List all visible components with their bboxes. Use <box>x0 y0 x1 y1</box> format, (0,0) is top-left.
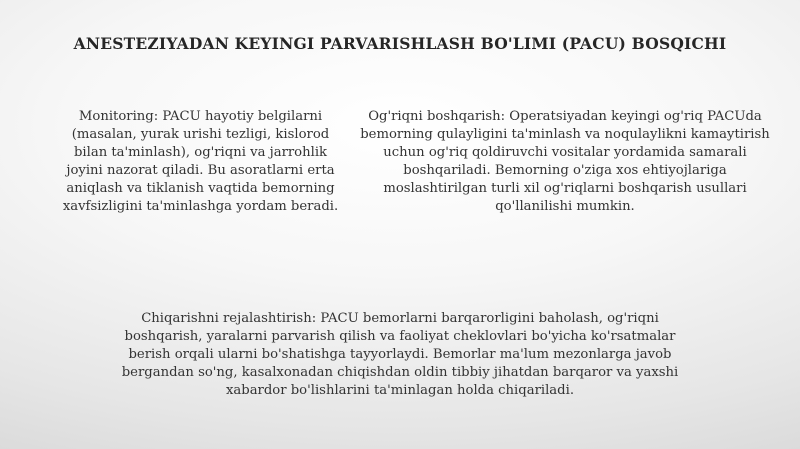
slide-title: ANESTEZIYADAN KEYINGI PARVARISHLASH BO'LIMI (PACU) BOSQICHI <box>73 34 727 53</box>
discharge-planning-paragraph: Chiqarishni rejalashtirish: PACU bemorlarni barqarorligini baholash, og'riqni boshqarish, yaralarni parvarish qilish va faoliyat cheklovlari bo'yicha ko'rsatmalar berish orqali ularni bo'shatishga tayyorlaydi. Bemorlar ma'lum mezonlarga javob bergandan so'ng, kasalxonadan chiqishdan oldin tibbiy jihatdan barqaror va yaxshi xabardor bo'lishlarini ta'minlagan holda chiqariladi. <box>121 311 679 398</box>
pain-management-paragraph: Og'riqni boshqarish: Operatsiyadan keyingi og'riq PACUda bemorning qulayligini ta'minlash va noqulaylikni kamaytirish uchun og'riq qoldiruvchi vositalar yordamida samarali boshqariladi. Bemorning o'ziga xos ehtiyojlariga moslashtirilgan turli xil og'riqlarni boshqarish usullari qo'llanilishi mumkin. <box>360 109 770 214</box>
monitoring-paragraph: Monitoring: PACU hayotiy belgilarni (masalan, yurak urishi tezligi, kislorod bilan ta'minlash), og'riqni va jarrohlik joyini nazorat qiladi. Bu asoratlarni erta aniqlash va tiklanish vaqtida bemorning xavfsizligini ta'minlashga yordam beradi. <box>62 109 339 214</box>
